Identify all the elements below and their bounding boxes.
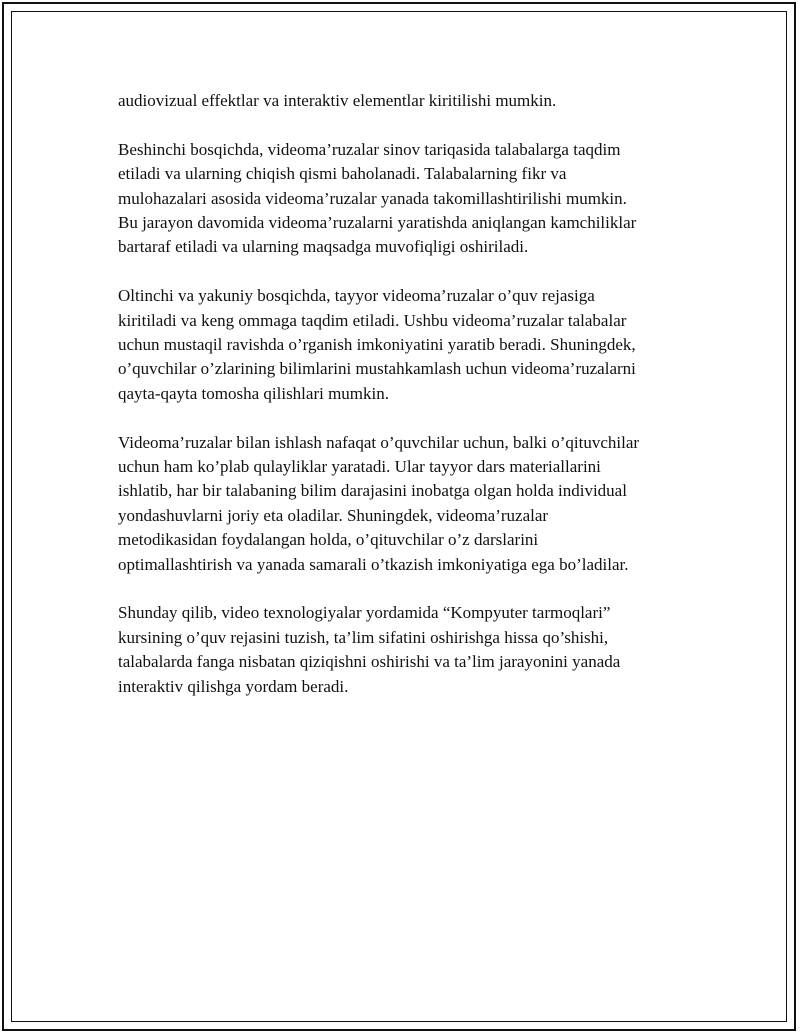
text-line: kiritiladi va keng ommaga taqdim etiladi. Ushbu videoma’ruzalar talabalar xyxy=(118,310,627,330)
paragraph-2 xyxy=(118,138,690,260)
text-line: Shunday qilib, video texnologiyalar yordamida “Kompyuter tarmoqlari” xyxy=(118,603,611,623)
text-line: bartaraf etiladi va ularning maqsadga muvofiqligi oshiriladi. xyxy=(118,237,529,257)
text-line: talabalarda fanga nisbatan qiziqishni oshirishi va ta’lim jarayonini yanada xyxy=(118,652,621,672)
text-line: mulohazalari asosida videoma’ruzalar yanada takomillashtirilishi mumkin. xyxy=(118,188,627,208)
text-line: metodikasidan foydalangan holda, o’qituvchilar o’z darslarini xyxy=(118,530,539,550)
text-line: interaktiv qilishga yordam beradi. xyxy=(118,676,349,696)
text-line: uchun ham ko’plab qulayliklar yaratadi. Ular tayyor dars materiallarini xyxy=(118,457,601,477)
paragraph-1 xyxy=(118,89,690,113)
text-line: o’quvchilar o’zlarining bilimlarini mustahkamlash uchun videoma’ruzalarni xyxy=(118,359,636,379)
text-line: qayta-qayta tomosha qilishlari mumkin. xyxy=(118,383,390,403)
text-line: ishlatib, har bir talabaning bilim darajasini inobatga olgan holda individual xyxy=(118,481,627,501)
paragraph-4 xyxy=(118,431,690,577)
text-line: Videoma’ruzalar bilan ishlash nafaqat o’quvchilar uchun, balki o’qituvchilar xyxy=(118,432,640,452)
text-line: Beshinchi bosqichda, videoma’ruzalar sinov tariqasida talabalarga taqdim xyxy=(118,139,621,159)
text-line: uchun mustaqil ravishda o’rganish imkoniyatini yaratib beradi. Shuningdek, xyxy=(118,335,636,355)
text-line: Oltinchi va yakuniy bosqichda, tayyor videoma’ruzalar o’quv rejasiga xyxy=(118,286,595,306)
text-line: optimallashtirish va yanada samarali o’tkazish imkoniyatiga ega bo’ladilar. xyxy=(118,554,629,574)
text-line: etiladi va ularning chiqish qismi baholanadi. Talabalarning fikr va xyxy=(118,164,567,184)
document-body xyxy=(118,89,690,723)
paragraph-3 xyxy=(118,284,690,406)
text-line: yondashuvlarni joriy eta oladilar. Shuningdek, videoma’ruzalar xyxy=(118,505,549,525)
text-line: kursining o’quv rejasini tuzish, ta’lim sifatini oshirishga hissa qo’shishi, xyxy=(118,627,609,647)
text-line: Bu jarayon davomida videoma’ruzalarni yaratishda aniqlangan kamchiliklar xyxy=(118,213,637,233)
text-line: audiovizual effektlar va interaktiv elementlar kiritilishi mumkin. xyxy=(118,91,557,110)
paragraph-5 xyxy=(118,601,690,699)
